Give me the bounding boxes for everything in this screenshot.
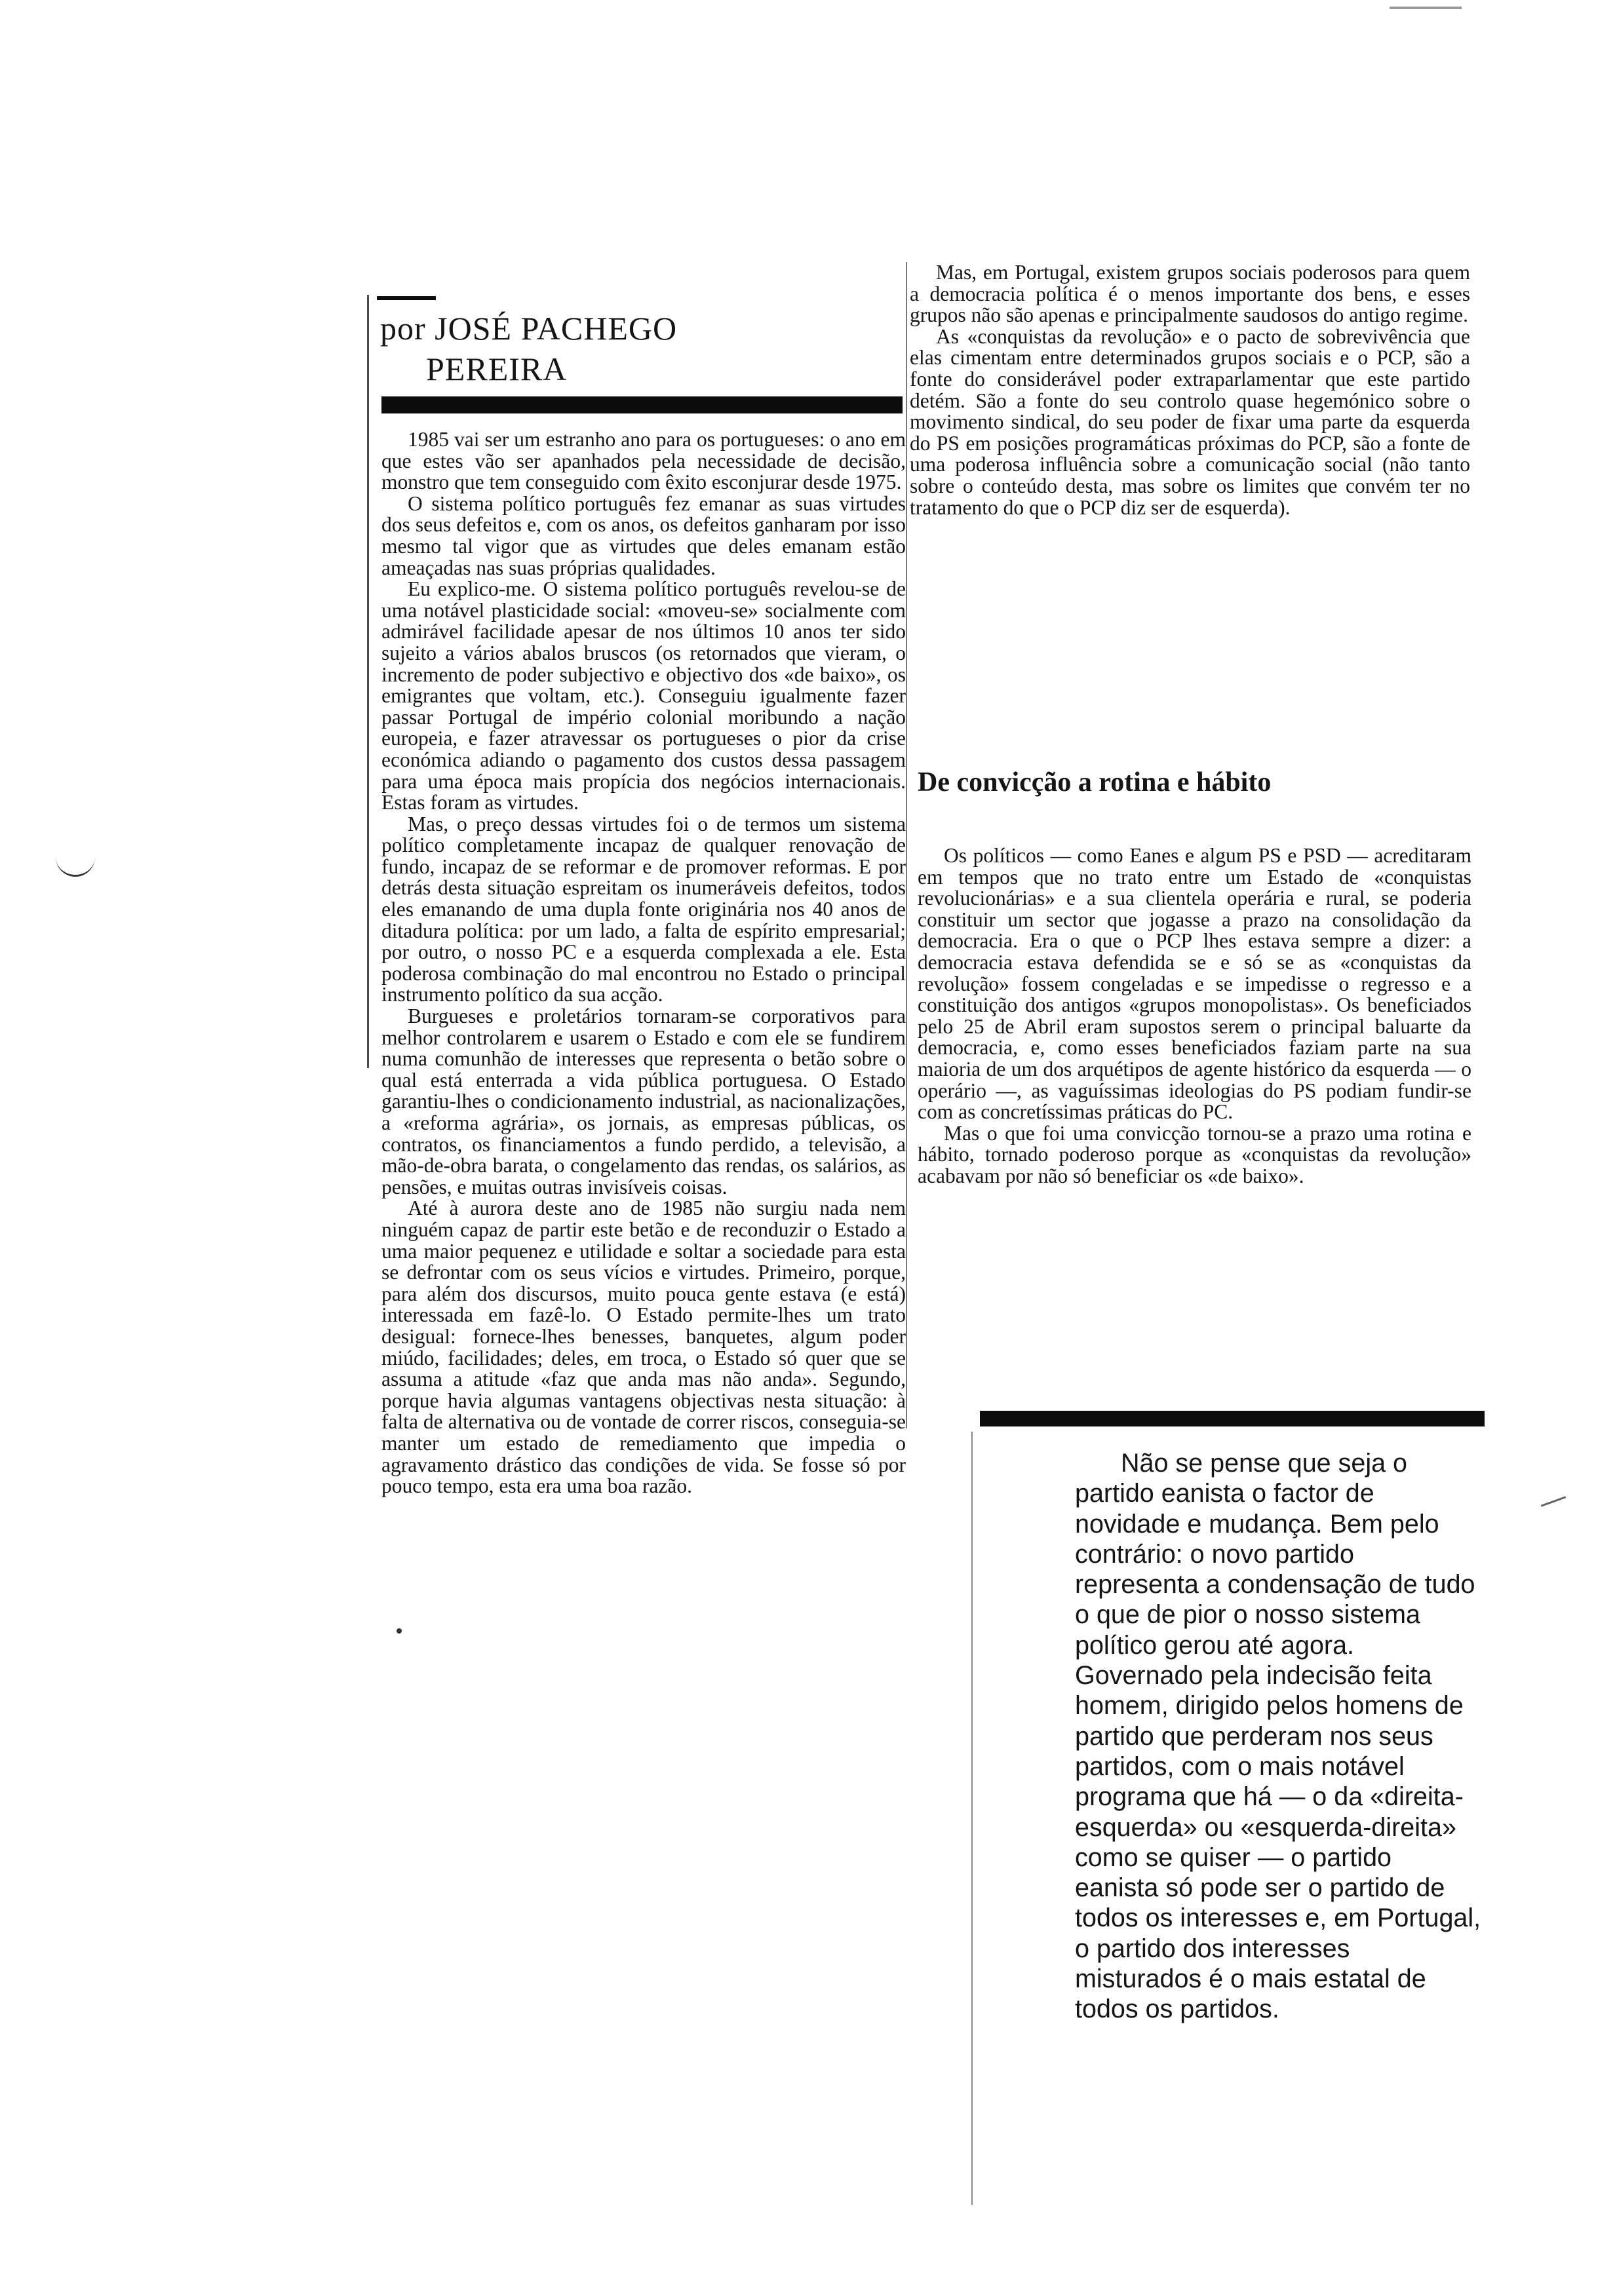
scan-mark: [56, 849, 95, 877]
pull-quote: [1075, 1448, 1481, 2025]
heavy-rule-top: [381, 396, 903, 413]
column-divider-lower: [971, 1432, 973, 2205]
subheading: De convicção a rotina e hábito: [918, 767, 1272, 797]
byline-prefix: por: [380, 310, 426, 347]
scan-speck: [1390, 7, 1462, 9]
scan-speck: [397, 1628, 402, 1634]
heavy-rule-mid: [980, 1411, 1485, 1426]
scan-speck: [1541, 1496, 1566, 1507]
byline: [380, 308, 721, 389]
heavy-rule-small: [377, 296, 436, 300]
paragraph: O sistema político português fez emanar as suas virtudes dos seus defeitos e, com os anos, os defeitos ganharam por isso mesmo tal vigor que as virtudes que deles emanam estão ameaçadas nas suas próprias qualidades.: [381, 491, 906, 579]
paragraph: Eu explico-me. O sistema político português revelou-se de uma notável plasticidade social: «moveu-se» socialmente com admirável facilidade apesar de nos últimos 10 anos ter sido sujeito a vários abalos bruscos (os retornados que vieram, o incremento de poder subjectivo e objectivo dos «de baixo», os emigrantes que voltam, etc.). Conseguiu igualmente fazer passar Portugal de império colonial moribundo a nação europeia, e fazer atravessar os portugueses o pior da crise económica adiando o pagamento dos custos dessa passagem para uma época mais propícia dos negócios internacionais. Estas foram as virtudes.: [381, 577, 906, 814]
pull-quote-text: Não se pense que seja o partido eanista o factor de novidade e mudança. Bem pelo contrário: o novo partido representa a condensação de tudo o que de pior o nosso sistema político gerou até agora. Governado pela indecisão feita homem, dirigido pelos homens de partido que perderam nos seus partidos, com o mais notável programa que há — o da «direita-esquerda» ou «esquerda-direita» como se quiser — o partido eanista só pode ser o partido de todos os interesses e, em Portugal, o partido dos interesses misturados é o mais estatal de todos os partidos.: [1075, 1449, 1481, 2024]
byline-last-name: PEREIRA: [426, 351, 568, 387]
column-divider-center: [906, 262, 907, 1428]
paragraph: Mas o que foi uma convicção tornou-se a prazo uma rotina e hábito, tornado poderoso porque as «conquistas da revolução» acabavam por não só beneficiar os «de baixo».: [918, 1121, 1471, 1187]
paragraph: Mas, em Portugal, existem grupos sociais poderosos para quem a democracia política é o menos importante dos bens, e esses grupos não são apenas e principalmente saudosos do antigo regime.: [910, 261, 1470, 327]
paragraph: As «conquistas da revolução» e o pacto de sobrevivência que elas cimentam entre determinados grupos sociais e o PCP, são a fonte do considerável poder extraparlamentar que este partido detém. São a fonte do seu controlo quase hegemónico sobre o movimento sindical, do seu poder de fixar uma parte da esquerda do PS em posições programáticas próximas do PCP, são a fonte de uma poderosa influência sobre a comunicação social (não tanto sobre o conteúdo desta, mas sobre os limites que convém ter no tratamento do que o PCP diz ser de esquerda).: [910, 324, 1470, 519]
paragraph: Burgueses e proletários tornaram-se corporativos para melhor controlarem e usarem o Estado e com ele se fundirem numa comunhão de interesses que representa o betão sobre o qual está enterrada a vida pública portuguesa. O Estado garantiu-lhes o condicionamento industrial, as nacionalizações, a «reforma agrária», os jornais, as empresas públicas, os contratos, os financiamentos a fundo perdido, a televisão, a mão-de-obra barata, o congelamento das rendas, os salários, as pensões, e muitas outras invisíveis coisas.: [381, 1004, 906, 1198]
paragraph: Até à aurora deste ano de 1985 não surgiu nada nem ninguém capaz de partir este betão e de reconduzir o Estado a uma maior pequenez e utilidade e soltar a sociedade para esta se defrontar com os seus vícios e virtudes. Primeiro, porque, para além dos discursos, muito pouca gente estava (e está) interessada em fazê-lo. O Estado permite-lhes um trato desigual: fornece-lhes benesses, banquetes, algum poder miúdo, facilidades; deles, em troca, o Estado só quer que se assuma a atitude «faz que anda mas não anda». Segundo, porque havia algumas vantagens objectivas nesta situação: à falta de alternativa ou de vontade de correr riscos, conseguia-se manter um estado de remediamento que impedia o agravamento drástico das condições de vida. Se fosse só por pouco tempo, esta era uma boa razão.: [381, 1196, 906, 1498]
byline-first-line: [380, 308, 721, 349]
paragraph: Mas, o preço dessas virtudes foi o de termos um sistema político completamente incapaz de qualquer renovação de fundo, incapaz de se reformar e de promover reformas. E por detrás desta situação espreitam os inumeráveis defeitos, todos eles emanando de uma dupla fonte originária nos 40 anos de ditadura política: por um lado, a falta de espírito empresarial; por outro, o nosso PC e a esquerda complexada a ele. Esta poderosa combinação do mal encontrou no Estado o principal instrumento político da sua acção.: [381, 812, 906, 1006]
column-1: [381, 429, 906, 1497]
byline-first-name: JOSÉ PACHEGO: [435, 310, 678, 347]
paragraph: Os políticos — como Eanes e algum PS e PSD — acreditaram em tempos que no trato entre um Estado de «conquistas revolucionárias» e a sua clientela operária e rural, se poderia constituir um sector que jogasse a prazo na consolidação da democracia. Era o que o PCP lhes estava sempre a dizer: a democracia estava defendida se e só se as «conquistas da revolução» fossem congeladas e se impedisse o regresso e a constituição dos antigos «grupos monopolistas». Os beneficiados pelo 25 de Abril eram supostos serem o principal baluarte da democracia, e, como esses beneficiados faziam parte na sua maioria de um dos arquétipos de agente histórico da esquerda — o operário —, as vaguíssimas ideologias do PS podiam fundir-se com as concretíssimas práticas do PC.: [918, 844, 1471, 1124]
column-2-continued: [918, 845, 1471, 1187]
paragraph: 1985 vai ser um estranho ano para os portugueses: o ano em que estes vão ser apanhados pela necessidade de decisão, monstro que tem conseguido com êxito esconjurar desde 1975.: [381, 428, 906, 494]
column-2: [910, 262, 1470, 518]
column-divider-left: [367, 295, 369, 1068]
